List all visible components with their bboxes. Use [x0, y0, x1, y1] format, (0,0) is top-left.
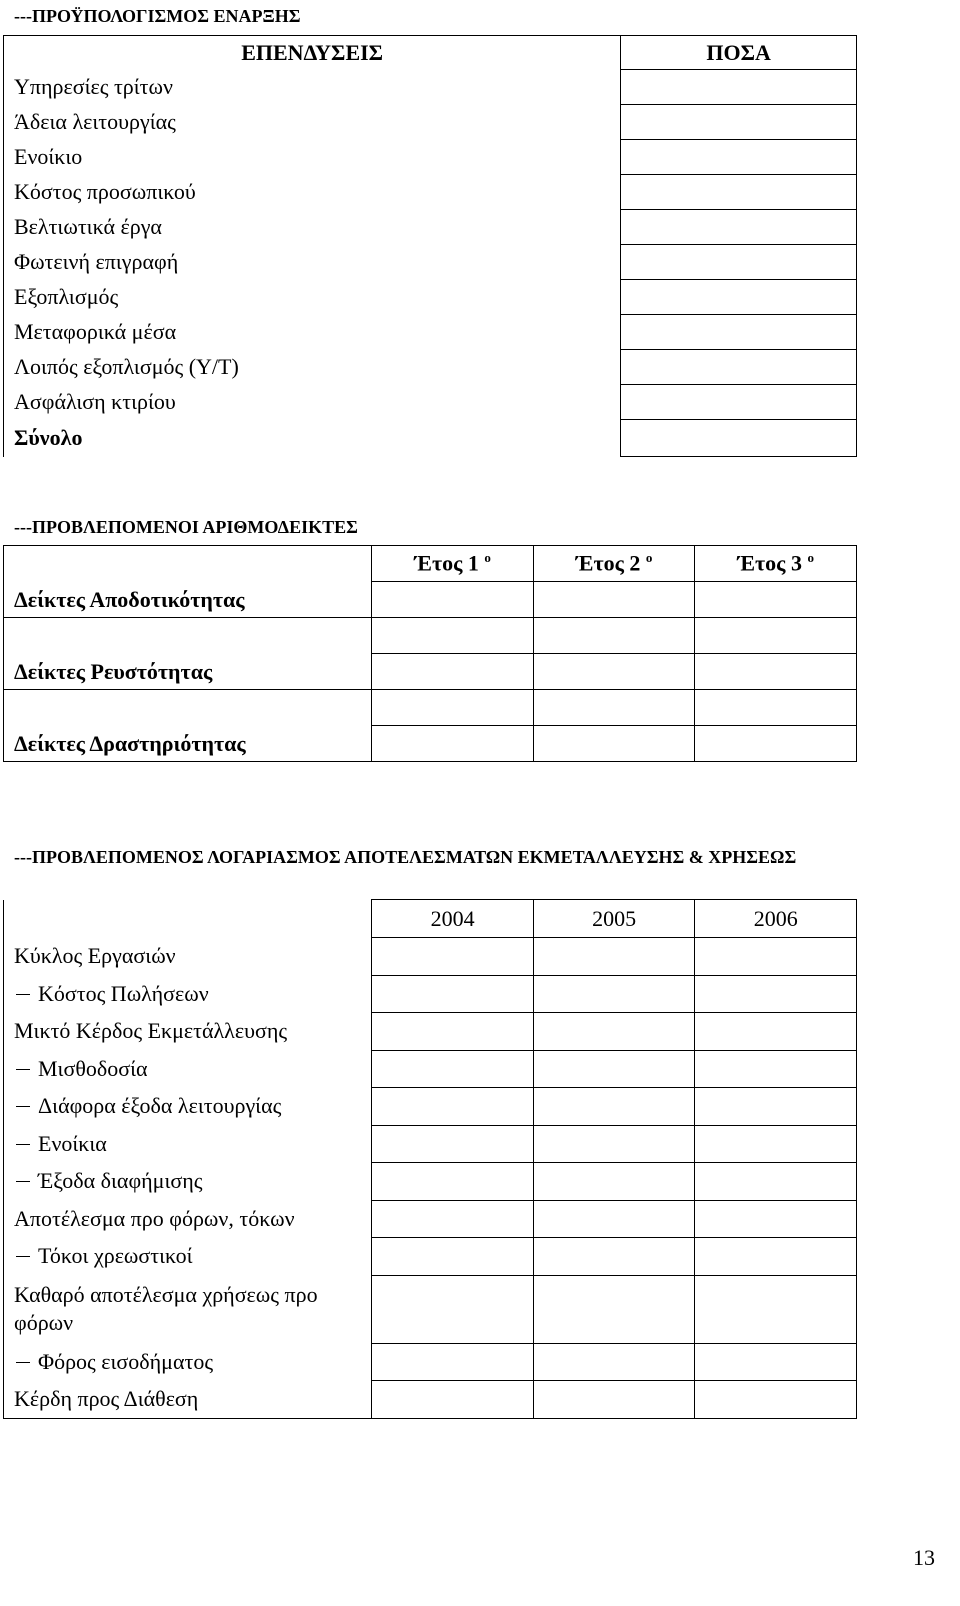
ratio-cell[interactable]	[695, 726, 857, 762]
income-item-label	[4, 1238, 372, 1276]
dash-bullet	[16, 1069, 30, 1070]
income-value-cell[interactable]	[533, 1013, 695, 1051]
income-value-cell[interactable]	[372, 1343, 534, 1381]
income-item-label	[4, 1125, 372, 1163]
budget-item-label: Κόστος προσωπικού	[4, 175, 621, 210]
budget-item-label: Μεταφορικά μέσα	[4, 315, 621, 350]
income-value-cell[interactable]	[533, 1381, 695, 1419]
income-value-cell[interactable]	[372, 1238, 534, 1276]
income-value-cell[interactable]	[533, 1088, 695, 1126]
ratio-cell[interactable]	[533, 582, 695, 618]
budget-total-label: Σύνολο	[4, 420, 621, 457]
year-2004-header: 2004	[372, 900, 534, 938]
ratio-cell[interactable]	[533, 690, 695, 726]
budget-row	[4, 385, 857, 420]
income-value-cell[interactable]	[372, 1125, 534, 1163]
budget-row	[4, 140, 857, 175]
income-value-cell[interactable]	[695, 1163, 857, 1201]
income-item-text: Ενοίκια	[38, 1130, 107, 1156]
dash-bullet	[16, 1256, 30, 1257]
dash-bullet	[16, 1181, 30, 1182]
income-item-label	[4, 1275, 372, 1343]
year-2006-header: 2006	[695, 900, 857, 938]
budget-rows	[4, 70, 857, 420]
income-item-label	[4, 1200, 372, 1238]
income-value-cell[interactable]	[372, 1381, 534, 1419]
year1-header: Έτος 1 $^o$	[372, 546, 534, 582]
amounts-header: ΠΟΣΑ	[621, 36, 857, 70]
income-value-cell[interactable]	[372, 1200, 534, 1238]
income-item-label	[4, 1381, 372, 1419]
income-row	[4, 1343, 857, 1381]
budget-item-amount[interactable]	[621, 70, 857, 105]
ratio-cell[interactable]	[372, 690, 534, 726]
income-row	[4, 1088, 857, 1126]
dash-bullet	[16, 1144, 30, 1145]
ratio-cell[interactable]	[533, 618, 695, 654]
budget-item-amount[interactable]	[621, 105, 857, 140]
budget-item-amount[interactable]	[621, 140, 857, 175]
income-row	[4, 1200, 857, 1238]
ratio-cell[interactable]	[695, 582, 857, 618]
income-value-cell[interactable]	[372, 1013, 534, 1051]
page-number: 13	[913, 1545, 935, 1570]
budget-item-amount[interactable]	[621, 350, 857, 385]
budget-total-value[interactable]	[621, 420, 857, 457]
income-rows	[4, 938, 857, 1419]
income-item-text: Μικτό Κέρδος Εκμετάλλευσης	[14, 1018, 288, 1044]
budget-row	[4, 280, 857, 315]
ratio-cell[interactable]	[372, 618, 534, 654]
budget-row	[4, 245, 857, 280]
ratio-cell[interactable]	[533, 654, 695, 690]
budget-item-label: Ασφάλιση κτιρίου	[4, 385, 621, 420]
ratio-cell[interactable]	[533, 726, 695, 762]
ratio-cell[interactable]	[372, 654, 534, 690]
income-statement-table	[3, 899, 857, 1419]
ratio-cell[interactable]	[695, 654, 857, 690]
income-value-cell[interactable]	[695, 1200, 857, 1238]
income-value-cell[interactable]	[372, 1163, 534, 1201]
income-value-cell[interactable]	[695, 1125, 857, 1163]
income-value-cell[interactable]	[372, 975, 534, 1013]
startup-budget-table	[3, 35, 857, 457]
ratios-section-title: ---ΠΡΟΒΛΕΠΟΜΕΝΟΙ ΑΡΙΘΜΟΔΕΙΚΤΕΣ	[14, 517, 358, 537]
income-item-label	[4, 938, 372, 976]
ratios-table	[3, 545, 857, 762]
income-value-cell[interactable]	[372, 1088, 534, 1126]
budget-item-label: Υπηρεσίες τρίτων	[4, 70, 621, 105]
ratio-cell[interactable]	[695, 690, 857, 726]
income-row	[4, 1238, 857, 1276]
income-value-cell[interactable]	[533, 975, 695, 1013]
budget-item-amount[interactable]	[621, 385, 857, 420]
income-item-text: Μισθοδοσία	[38, 1055, 148, 1081]
budget-row	[4, 315, 857, 350]
budget-row	[4, 175, 857, 210]
ratio-liquidity-label: Δείκτες Ρευστότητας	[4, 618, 372, 690]
income-row	[4, 1275, 857, 1343]
income-item-text: Διάφορα έξοδα λειτουργίας	[38, 1093, 282, 1119]
income-item-label	[4, 1050, 372, 1088]
dash-bullet	[16, 1106, 30, 1107]
income-header-blank	[4, 900, 372, 938]
income-item-text: Κέρδη προς Διάθεση	[14, 1386, 199, 1411]
budget-item-label: Βελτιωτικά έργα	[4, 210, 621, 245]
income-value-cell[interactable]	[695, 1238, 857, 1276]
income-item-text: Κόστος Πωλήσεων	[38, 980, 209, 1006]
budget-item-label: Άδεια λειτουργίας	[4, 105, 621, 140]
income-row	[4, 975, 857, 1013]
income-row	[4, 1125, 857, 1163]
ratio-profitability-label: Δείκτες Αποδοτικότητας	[4, 546, 372, 618]
budget-item-amount[interactable]	[621, 315, 857, 350]
year2-header: Έτος 2 $^o$	[533, 546, 695, 582]
income-item-text: Έξοδα διαφήμισης	[38, 1168, 203, 1194]
income-row	[4, 1013, 857, 1051]
investments-header: ΕΠΕΝΔΥΣΕΙΣ	[4, 36, 621, 70]
budget-row	[4, 210, 857, 245]
budget-row	[4, 350, 857, 385]
income-value-cell[interactable]	[533, 1238, 695, 1276]
ratio-cell[interactable]	[695, 618, 857, 654]
budget-item-label: Εξοπλισμός	[4, 280, 621, 315]
ratio-cell[interactable]	[372, 582, 534, 618]
income-item-label	[4, 1013, 372, 1051]
income-value-cell[interactable]	[533, 1343, 695, 1381]
ratio-activity-label: Δείκτες Δραστηριότητας	[4, 690, 372, 762]
year3-header: Έτος 3 $^o$	[695, 546, 857, 582]
income-row	[4, 1163, 857, 1201]
ratio-cell[interactable]	[372, 726, 534, 762]
income-value-cell[interactable]	[695, 1088, 857, 1126]
budget-item-amount[interactable]	[621, 175, 857, 210]
income-value-cell[interactable]	[533, 1125, 695, 1163]
budget-item-amount[interactable]	[621, 280, 857, 315]
income-value-cell[interactable]	[695, 975, 857, 1013]
budget-section-title: ---ΠΡΟΫΠΟΛΟΓΙΣΜΟΣ ΕΝΑΡΞΗΣ	[14, 6, 301, 26]
income-value-cell[interactable]	[372, 1050, 534, 1088]
income-item-text: Καθαρό αποτέλεσμα χρήσεως προ φόρων	[14, 1282, 318, 1335]
income-value-cell[interactable]	[695, 1275, 857, 1343]
income-value-cell[interactable]	[533, 1163, 695, 1201]
income-item-label	[4, 1088, 372, 1126]
budget-item-label: Ενοίκιο	[4, 140, 621, 175]
year-2005-header: 2005	[533, 900, 695, 938]
dash-bullet	[16, 994, 30, 995]
income-value-cell[interactable]	[533, 1200, 695, 1238]
income-item-text: Φόρος εισοδήματος	[38, 1348, 214, 1374]
income-item-text: Τόκοι χρεωστικοί	[38, 1243, 193, 1269]
income-value-cell[interactable]	[372, 1275, 534, 1343]
budget-item-label: Φωτεινή επιγραφή	[4, 245, 621, 280]
income-item-label	[4, 1163, 372, 1201]
income-item-label	[4, 1343, 372, 1381]
budget-row	[4, 105, 857, 140]
income-row	[4, 938, 857, 976]
income-row	[4, 1050, 857, 1088]
budget-item-amount[interactable]	[621, 210, 857, 245]
income-statement-title: ---ΠΡΟΒΛΕΠΟΜΕΝΟΣ ΛΟΓΑΡΙΑΣΜΟΣ ΑΠΟΤΕΛΕΣΜΑΤΩΝ ΕΚΜΕΤΑΛΛΕΥΣΗΣ & ΧΡΗΣΕΩΣ	[14, 847, 797, 867]
income-value-cell[interactable]	[533, 938, 695, 976]
income-value-cell[interactable]	[695, 1343, 857, 1381]
dash-bullet	[16, 1362, 30, 1363]
income-item-text: Κύκλος Εργασιών	[14, 943, 176, 969]
budget-row	[4, 70, 857, 105]
income-value-cell[interactable]	[533, 1050, 695, 1088]
income-item-label	[4, 975, 372, 1013]
income-value-cell[interactable]	[533, 1275, 695, 1343]
income-value-cell[interactable]	[695, 938, 857, 976]
income-value-cell[interactable]	[695, 1381, 857, 1419]
budget-item-label: Λοιπός εξοπλισμός (Υ/Τ)	[4, 350, 621, 385]
income-value-cell[interactable]	[695, 1050, 857, 1088]
income-value-cell[interactable]	[695, 1013, 857, 1051]
income-value-cell[interactable]	[372, 938, 534, 976]
budget-item-amount[interactable]	[621, 245, 857, 280]
income-item-text: Αποτέλεσμα προ φόρων, τόκων	[14, 1205, 295, 1231]
income-row	[4, 1381, 857, 1419]
